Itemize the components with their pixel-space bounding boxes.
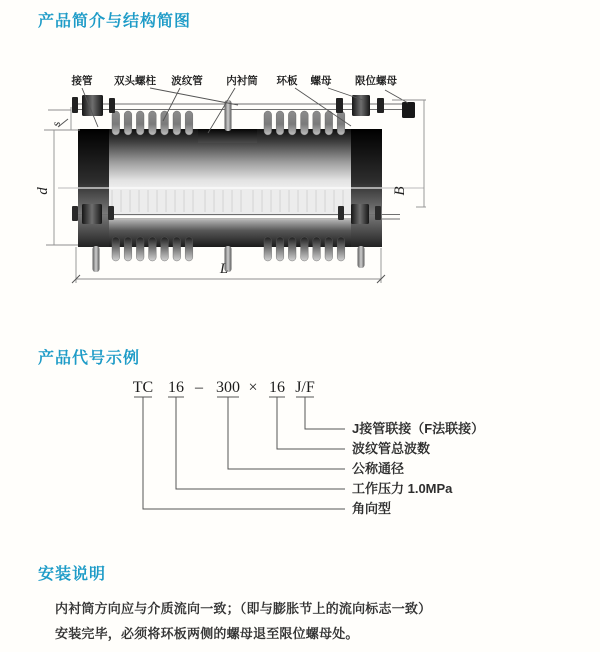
part-label-nut: 螺母	[310, 75, 332, 87]
legend-connection: J接管联接（F法联接）	[352, 421, 485, 436]
install-section-title: 安装说明	[38, 566, 107, 583]
lower-shell-band	[78, 220, 382, 247]
dim-label-b: B	[392, 186, 408, 196]
legend-type: 角向型	[352, 501, 392, 516]
legend-waves: 波纹管总波数	[352, 441, 431, 456]
code-part-times: ×	[248, 379, 258, 396]
code-connector-lines	[134, 397, 345, 509]
part-label-stud: 双头螺柱	[114, 75, 156, 87]
part-label-bellows: 波纹管	[171, 75, 203, 87]
dim-label-l: L	[219, 261, 229, 277]
nuts-top	[72, 95, 415, 118]
code-part-waves: 16	[269, 379, 285, 396]
part-label-inner-liner: 内衬筒	[226, 75, 258, 87]
code-example-diagram	[133, 379, 484, 516]
install-instruction-line: 安装完毕，必须将环板两侧的螺母退至限位螺母处。	[55, 626, 359, 641]
part-label-ring-plate: 环板	[276, 75, 298, 87]
dimension-d	[35, 130, 78, 245]
dim-label-s: s	[49, 121, 63, 127]
code-part-pressure: 16	[168, 379, 184, 396]
part-label-pipe-end: 接管	[71, 75, 93, 87]
code-part-dash: –	[195, 379, 203, 396]
intro-section-title: 产品简介与结构简图	[38, 13, 192, 30]
install-instruction-line: 内衬筒方向应与介质流向一致；（即与膨胀节上的流向标志一致）	[55, 601, 432, 616]
dim-label-d: d	[35, 187, 51, 195]
code-part-connection: J/F	[295, 379, 315, 396]
limit-nut	[402, 102, 415, 118]
legend-pressure: 工作压力 1.0MPa	[352, 481, 453, 496]
legend-diameter: 公称通径	[352, 461, 405, 476]
code-part-diameter: 300	[216, 379, 240, 396]
inner-sleeve-collar	[198, 129, 257, 143]
part-label-limit-nut: 限位螺母	[355, 75, 397, 87]
code-part-type: TC	[132, 379, 154, 396]
structure-diagram	[35, 74, 426, 283]
code-section-title: 产品代号示例	[38, 350, 141, 367]
